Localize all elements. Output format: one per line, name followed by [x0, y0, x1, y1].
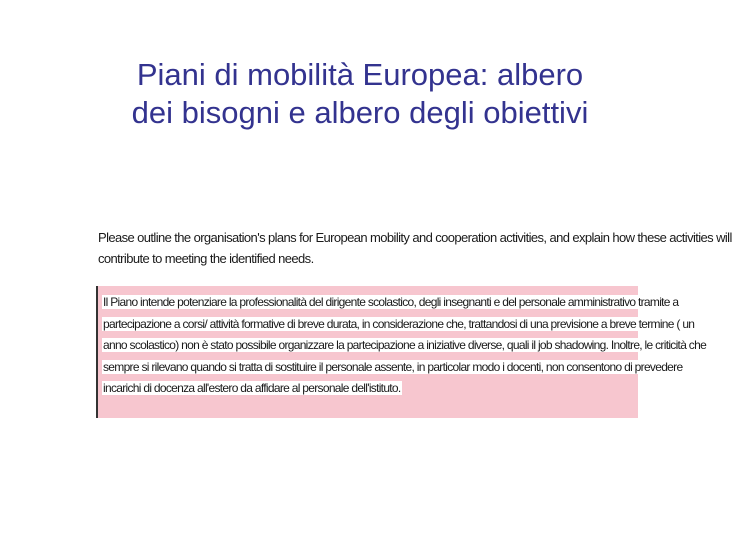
- form-answer-box: [96, 286, 707, 418]
- answer-line-text: partecipazione a corsi/ attività formative di breve durata, in considerazione che, trattandosi di una previsione a breve termine ( un: [103, 316, 695, 331]
- answer-line-text: incarichi di docenza all'estero da affidare al personale dell'istituto.: [103, 381, 401, 395]
- answer-line: [102, 314, 695, 336]
- slide-title: [0, 56, 720, 132]
- form-answer-text: [102, 292, 707, 400]
- answer-line: [102, 378, 636, 400]
- answer-line: [102, 292, 679, 314]
- form-prompt-line-2: contribute to meeting the identified needs.: [98, 251, 314, 266]
- form-prompt: [98, 227, 732, 269]
- answer-line-text: sempre si rilevano quando si tratta di sostituire il personale assente, in particolar modo i docenti, non consentono di prevedere: [103, 359, 683, 374]
- answer-line-text: anno scolastico) non è stato possibile organizzare la partecipazione a iniziative diverse, quali il job shadowing. Inoltre, le criticità che: [103, 338, 707, 352]
- slide-title-line-1: Piani di mobilità Europea: albero: [136, 57, 584, 92]
- slide-title-line-2: dei bisogni e albero degli obiettivi: [131, 95, 589, 130]
- answer-line-text: Il Piano intende potenziare la professionalità del dirigente scolastico, degli insegnanti e del personale amministrativo tramite a: [103, 295, 679, 309]
- answer-line: [102, 357, 683, 379]
- embedded-form-screenshot: [96, 224, 732, 420]
- answer-line: [102, 335, 707, 357]
- form-prompt-line-1: Please outline the organisation's plans for European mobility and cooperation activities, and explain how these activities will: [98, 230, 732, 245]
